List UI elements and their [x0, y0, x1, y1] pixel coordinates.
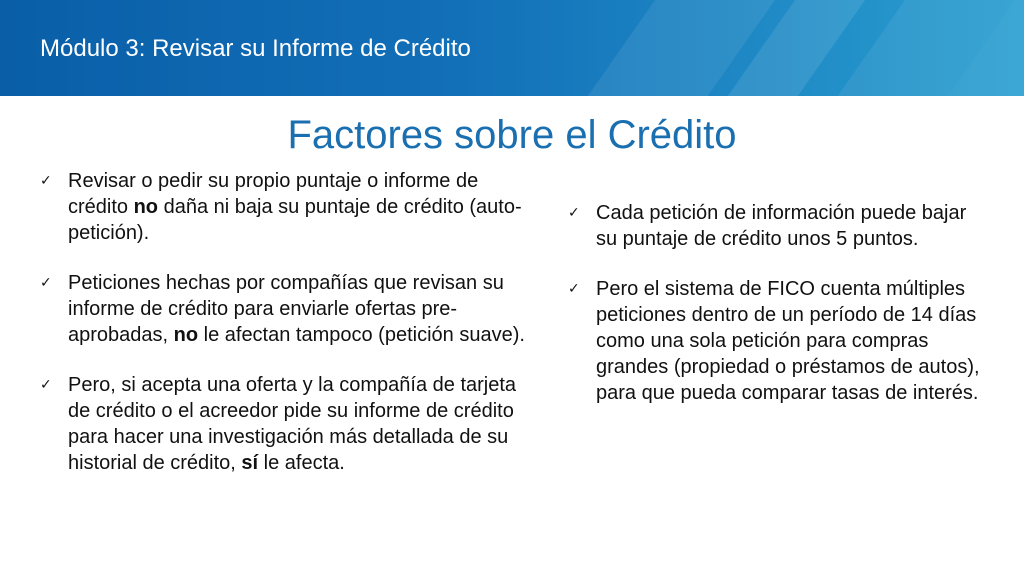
- header-banner: [0, 0, 1024, 96]
- bullet-text-segment: le afectan tampoco (petición suave).: [198, 324, 525, 346]
- checkmark-icon: ✓: [40, 275, 52, 291]
- bullet-text-emphasis: no: [173, 324, 199, 346]
- module-title: Módulo 3: Revisar su Informe de Crédito: [40, 35, 471, 62]
- bullet-text-emphasis: no: [133, 196, 159, 218]
- checkmark-icon: ✓: [40, 173, 52, 189]
- bullet-text-segment: daña ni baja su puntaje de crédito (auto-petición).: [68, 196, 522, 244]
- bullet-text: [68, 170, 522, 244]
- checkmark-icon: ✓: [40, 377, 52, 393]
- slide-title: Factores sobre el Crédito: [287, 113, 737, 157]
- bullet-text-segment: le afecta.: [258, 452, 345, 474]
- bullet-text-segment: Peticiones hechas por compañías que revisan su informe de crédito para enviarle ofertas pre-aprobadas,: [68, 272, 504, 346]
- bullet-item: [40, 270, 530, 348]
- bullet-text-segment: Pero el sistema de FICO cuenta múltiples peticiones dentro de un período de 14 días como una sola petición para compras grandes (propiedad o préstamos de autos), para que pueda comparar tasas de interés.: [596, 278, 980, 404]
- bullet-item: [568, 200, 988, 252]
- bullet-item: [40, 168, 530, 246]
- bullet-item: [40, 372, 530, 476]
- bullet-text-emphasis: sí: [241, 452, 259, 474]
- bullet-text-segment: Cada petición de información puede bajar su puntaje de crédito unos 5 puntos.: [596, 202, 967, 250]
- bullet-text: [596, 202, 966, 250]
- bullet-text: [68, 272, 525, 346]
- left-bullet-list: [40, 168, 530, 500]
- bullet-text-segment: Pero, si acepta una oferta y la compañía de tarjeta de crédito o el acreedor pide su informe de crédito para hacer una investigación más detallada de su historial de crédito,: [68, 374, 517, 474]
- bullet-item: [568, 276, 988, 406]
- bullet-text: [596, 278, 980, 404]
- checkmark-icon: ✓: [568, 281, 580, 297]
- bullet-text: [68, 374, 516, 474]
- right-bullet-list: [568, 200, 988, 430]
- checkmark-icon: ✓: [568, 205, 580, 221]
- bullet-text-segment: Revisar o pedir su propio puntaje o informe de crédito: [68, 170, 479, 218]
